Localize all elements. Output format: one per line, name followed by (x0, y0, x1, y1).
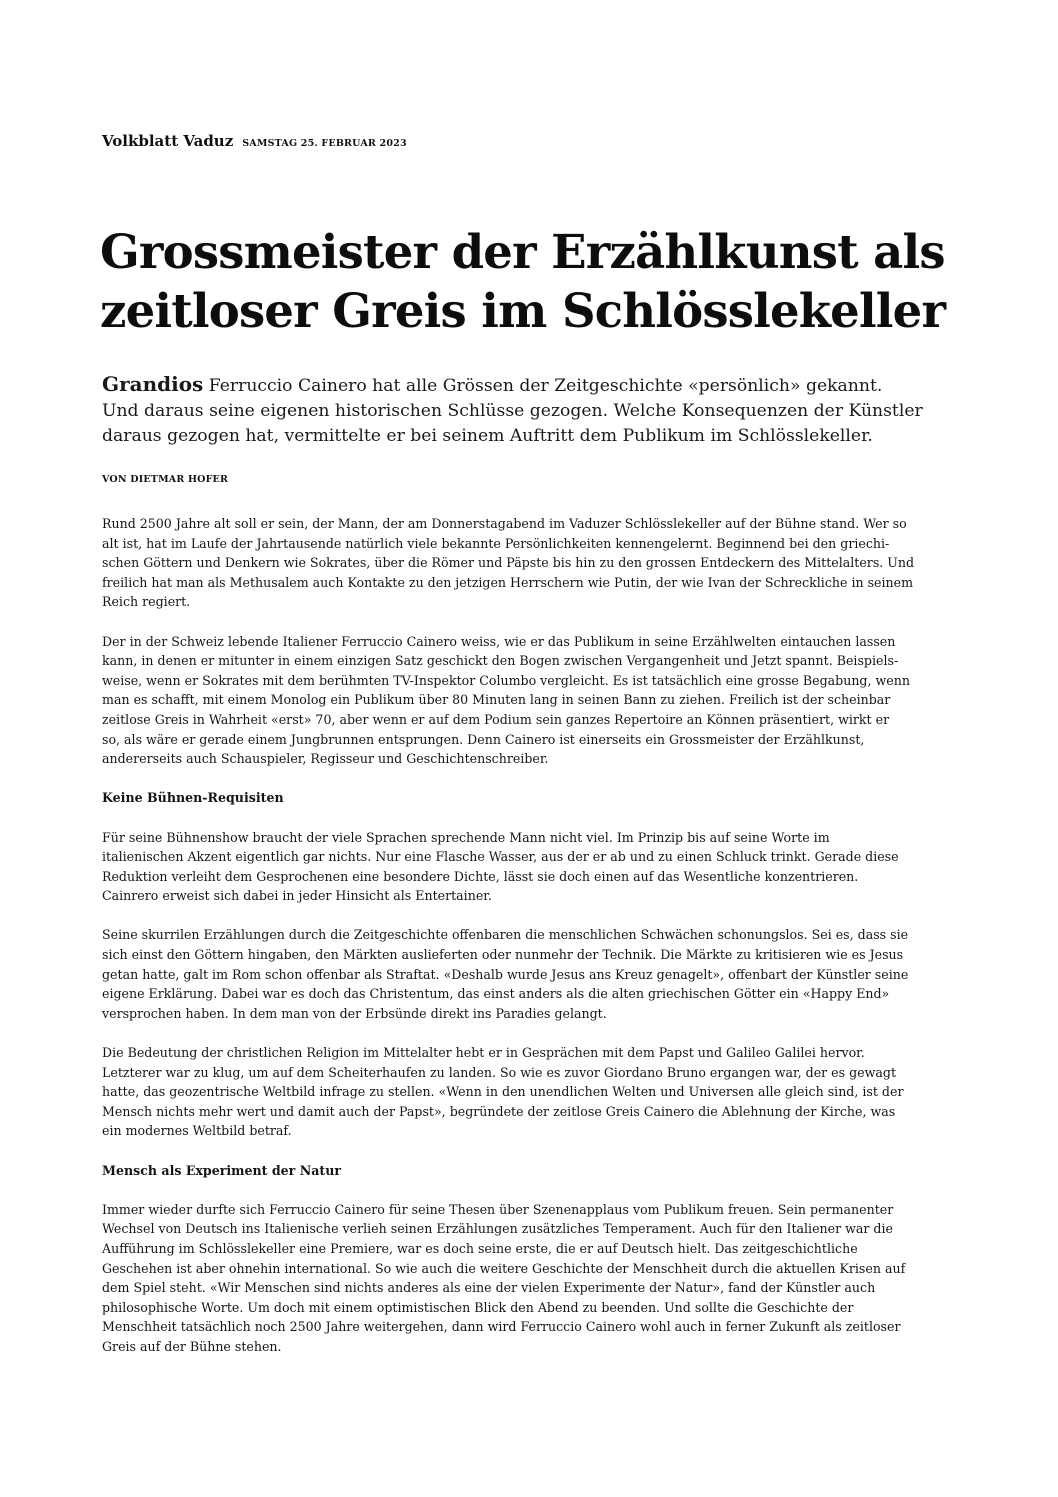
lead-text: Ferruccio Cainero hat alle Grössen der Zeitgeschichte «persönlich» gekannt. (203, 376, 883, 396)
text-line: versprochen haben. In dem man von der Erbsünde direkt ins Paradies gelangt. (102, 1005, 607, 1021)
text-line: alt ist, hat im Laufe der Jahrtausende natürlich viele bekannte Persönlichkeiten kennengelernt. Beginnend bei den griechi- (102, 535, 890, 551)
publication-date: SAMSTAG 25. FEBRUAR 2023 (242, 138, 407, 149)
text-line: Cainrero erweist sich dabei in jeder Hinsicht als Entertainer. (102, 888, 492, 904)
body-paragraph (102, 514, 982, 612)
text-line: andererseits auch Schauspieler, Regisseur und Geschichtenschreiber. (102, 751, 549, 767)
text-line: schen Göttern und Denkern wie Sokrates, über die Römer und Päpste bis hin zu den grossen Entdeckern des Mittelalters. Und (102, 555, 915, 571)
text-line: weise, wenn er Sokrates mit dem berühmten TV-Inspektor Columbo vergleicht. Es ist tatsächlich eine grosse Begabung, wenn (102, 672, 910, 688)
text-line: Für seine Bühnenshow braucht der viele Sprachen sprechende Mann nicht viel. Im Prinzip bis auf seine Worte im (102, 829, 830, 845)
text-line: Reduktion verleiht dem Gesprochenen eine besondere Dichte, lässt sie doch einen auf das Wesentliche konzentrieren. (102, 868, 859, 884)
text-line: getan hatte, galt im Rom schon offenbar als Straftat. «Deshalb wurde Jesus ans Kreuz genagelt», offenbart der Künstler seine (102, 966, 909, 982)
text-line: philosophische Worte. Um doch mit einem optimistischen Blick den Abend zu beenden. Und sollte die Geschichte der (102, 1299, 854, 1315)
body-paragraph (102, 925, 982, 1023)
lead-line: daraus gezogen hat, vermittelte er bei seinem Auftritt dem Publikum im Schlösslekeller. (102, 426, 873, 446)
text-line: Aufführung im Schlösslekeller eine Premiere, war es doch seine erste, die er auf Deutsch hielt. Das zeitgeschichtliche (102, 1240, 858, 1256)
text-line: Immer wieder durfte sich Ferruccio Cainero für seine Thesen über Szenenapplaus vom Publikum freuen. Sein permanenter (102, 1201, 894, 1217)
text-line: sich einst den Göttern hingaben, den Märkten auslieferten oder nunmehr der Technik. Die Märkte zu kritisieren wie es Jesus (102, 947, 904, 963)
text-line: Wechsel von Deutsch ins Italienische verlieh seinen Erzählungen zusätzliches Temperament. Auch für den Italiener war die (102, 1221, 893, 1237)
text-line: dem Spiel steht. «Wir Menschen sind nichts anderes als eine der vielen Experimente der Natur», fand der Künstler auch (102, 1280, 876, 1296)
headline (100, 222, 1000, 340)
subheading: Mensch als Experiment der Natur (102, 1162, 341, 1178)
article-body (102, 514, 982, 1357)
text-line: kann, in denen er mitunter in einem einzigen Satz geschickt den Bogen zwischen Vergangenheit und Jetzt spannt. Beispiels- (102, 653, 899, 669)
body-paragraph (102, 1043, 982, 1141)
text-line: man es schafft, mit einem Monolog ein Publikum über 80 Minuten lang in seinen Bann zu ziehen. Freilich ist der scheinbar (102, 692, 891, 708)
text-line: Die Bedeutung der christlichen Religion im Mittelalter hebt er in Gesprächen mit dem Papst und Galileo Galilei hervor. (102, 1045, 865, 1061)
text-line: hatte, das geozentrische Weltbild infrage zu stellen. «Wenn in den unendlichen Welten und Universen alle gleich sind, ist der (102, 1084, 904, 1100)
headline-line: Grossmeister der Erzählkunst als (100, 224, 945, 279)
text-line: Mensch nichts mehr wert und damit auch der Papst», begründete der zeitlose Greis Cainero die Ablehnung der Kirche, was (102, 1103, 896, 1119)
byline: VON DIETMAR HOFER (102, 474, 229, 485)
lead-kicker: Grandios (102, 372, 204, 396)
text-line: eigene Erklärung. Dabei war es doch das Christentum, das einst anders als die alten griechischen Götter ein «Happy End» (102, 986, 890, 1002)
text-line: so, als wäre er gerade einem Jungbrunnen entsprungen. Denn Cainero ist einerseits ein Grossmeister der Erzählkunst, (102, 731, 865, 747)
text-line: Seine skurrilen Erzählungen durch die Zeitgeschichte offenbaren die menschlichen Schwächen schonungslos. Sei es, dass sie (102, 927, 909, 943)
body-paragraph (102, 1200, 982, 1357)
text-line: zeitlose Greis in Wahrheit «erst» 70, aber wenn er auf dem Podium sein ganzes Repertoire an Können präsentiert, wirkt er (102, 711, 890, 727)
lead-line: Und daraus seine eigenen historischen Schlüsse gezogen. Welche Konsequenzen der Künstler (102, 401, 923, 421)
text-line: freilich hat man als Methusalem auch Kontakte zu den jetzigen Herrschern wie Putin, der wie Ivan der Schreckliche in seinem (102, 574, 914, 590)
text-line: Rund 2500 Jahre alt soll er sein, der Mann, der am Donnerstagabend im Vaduzer Schlösslekeller auf der Bühne stand. Wer so (102, 516, 907, 531)
text-line: Reich regiert. (102, 594, 191, 610)
lead-line (102, 372, 1022, 399)
body-paragraph (102, 828, 982, 906)
newspaper-name: Volkblatt Vaduz (102, 132, 234, 150)
lead-paragraph (102, 372, 1022, 449)
text-line: Geschehen ist aber ohnehin international. So wie auch die weitere Geschichte der Menschheit durch die aktuellen Krisen auf (102, 1260, 906, 1276)
text-line: ein modernes Weltbild betraf. (102, 1123, 292, 1139)
text-line: italienischen Akzent eigentlich gar nichts. Nur eine Flasche Wasser, aus der er ab und zu einen Schluck trinkt. Gerade diese (102, 849, 899, 865)
subheading: Keine Bühnen-Requisiten (102, 790, 284, 806)
text-line: Greis auf der Bühne stehen. (102, 1338, 282, 1354)
text-line: Letzterer war zu klug, um auf dem Scheiterhaufen zu landen. So wie es zuvor Giordano Bruno ergangen war, der es gewagt (102, 1064, 897, 1080)
headline-line: zeitloser Greis im Schlösslekeller (100, 283, 946, 338)
masthead (102, 131, 407, 150)
text-line: Der in der Schweiz lebende Italiener Ferruccio Cainero weiss, wie er das Publikum in seine Erzählwelten eintauchen lassen (102, 633, 896, 649)
text-line: Menschheit tatsächlich noch 2500 Jahre weitergehen, dann wird Ferruccio Cainero wohl auch in ferner Zukunft als zeitloser (102, 1319, 901, 1335)
body-paragraph (102, 632, 982, 769)
